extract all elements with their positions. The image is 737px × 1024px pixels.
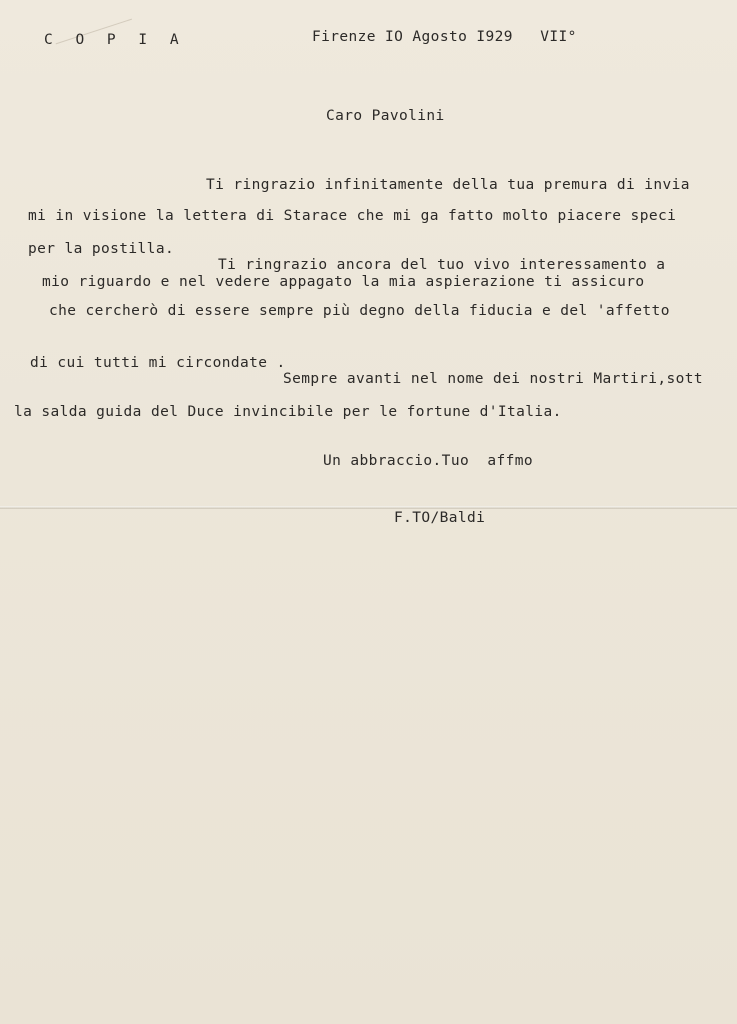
body-line-9: la salda guida del Duce invincibile per le fortune d'Italia. — [14, 404, 562, 420]
body-line-8: Sempre avanti nel nome dei nostri Martiri,sott — [283, 371, 703, 387]
body-line-1: Ti ringrazio infinitamente della tua premura di invia — [206, 177, 690, 193]
body-line-5: mio riguardo e nel vedere appagato la mia aspierazione ti assicuro — [42, 274, 645, 290]
closing: Un abbraccio.Tuo affmo — [323, 453, 533, 469]
signature: F.TO/Baldi — [394, 510, 486, 526]
copy-mark: C O P I A — [44, 32, 186, 48]
body-line-2: mi in visione la lettera di Starace che mi ga fatto molto piacere speci — [28, 208, 677, 224]
dateline: Firenze IO Agosto I929 VII° — [312, 29, 577, 45]
body-line-4: Ti ringrazio ancora del tuo vivo interessamento a — [218, 257, 666, 273]
paper-fold-line — [0, 506, 737, 509]
body-line-6: che cercherò di essere sempre più degno della fiducia e del 'affetto — [49, 303, 670, 319]
body-line-3: per la postilla. — [28, 241, 175, 257]
salutation: Caro Pavolini — [326, 108, 445, 124]
paper-crease — [56, 19, 145, 83]
body-line-7: di cui tutti mi circondate . — [30, 355, 286, 371]
